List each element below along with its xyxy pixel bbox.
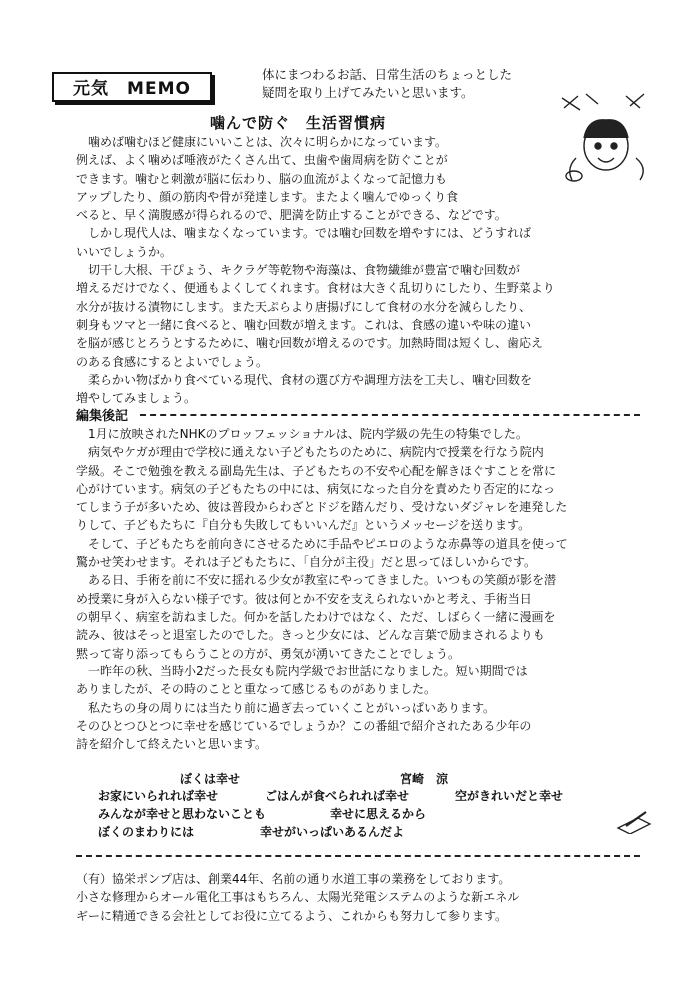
body-line: 噛めば噛むほど健康にいいことは、次々に明らかになっています。	[76, 135, 448, 149]
footer-line: （有）協栄ポンプ店は、創業44年、名前の通り水道工事の業務をしております。	[76, 872, 511, 886]
memo-label: 元気 MEMO	[73, 79, 191, 99]
editorial-body	[76, 425, 636, 663]
editorial-body-2	[76, 662, 636, 753]
editorial-heading: 編集後記	[76, 409, 129, 424]
footer-line: ギーに精通できる会社としてお役に立てるよう、これからも努力して参ります。	[76, 908, 508, 923]
section-divider	[140, 414, 640, 416]
article-body	[76, 133, 636, 407]
poem-line: 幸せがいっぱいあるんだよ	[260, 825, 405, 839]
editorial-line: 黙って寄り添ってもらうことの方が、勇気が湧いてきたことでしょう。	[76, 646, 461, 661]
editorial-line: 一昨年の秋、当時小2だった長女も院内学級でお世話になりました。短い期間では	[76, 664, 528, 678]
editorial-line: ありましたが、その時のことと重なって感じるものがありました。	[76, 682, 437, 697]
body-line: のある食感にするとよいでしょう。	[76, 354, 269, 369]
editorial-line: の朝早く、病室を訪ねました。何かを話したわけではなく、ただ、しばらく一緒に漫画を	[76, 609, 556, 624]
poem-line: お家にいられれば幸せ	[98, 789, 219, 803]
editorial-line: 心がけています。病気の子どもたちの中には、病気になった自分を責めたり否定的になっ	[76, 481, 556, 496]
editorial-line: そして、子どもたちを前向きにさせるために手品やピエロのような赤鼻等の道具を使って	[76, 536, 568, 551]
body-line: 水分が抜ける漬物にします。また天ぷらより唐揚げにして食材の水分を減らしたり、	[76, 299, 532, 314]
body-line: べると、早く満腹感が得られるので、肥満を防止することができる、などです。	[76, 208, 507, 223]
editorial-line: 読み、彼はそっと退室したのでした。きっと少女には、どんな言葉で励まされるよりも	[76, 628, 545, 643]
body-line: しかし現代人は、噛まなくなっています。では噛む回数を増やすには、どうすれば	[76, 226, 532, 241]
poem-title: ぼくは幸せ	[180, 772, 241, 786]
footer-line: 小さな修理からオール電化工事はもちろん、太陽光発電システムのような新エネル	[76, 890, 520, 905]
poem-line: ごはんが食べられれば幸せ	[265, 789, 410, 803]
intro-line: 疑問を取り上げてみたいと思います。	[262, 85, 474, 100]
poem-author: 宮崎 涼	[400, 772, 449, 786]
poem-line: みんなが幸せと思わないことも	[98, 807, 267, 821]
body-line: いいでしょうか。	[76, 244, 173, 259]
body-line: できます。噛むと刺激が脳に伝わり、脳の血流がよくなって記憶力も	[76, 171, 448, 186]
body-line: 増えるだけでなく、便通もよくしてくれます。食材は大きく乱切りにしたり、生野菜より	[76, 281, 555, 296]
body-line: アップしたり、顔の筋肉や骨が発達します。またよく噛んでゆっくり食	[76, 189, 459, 204]
editorial-line: りして、子どもたちに『自分も失敗してもいいんだ』というメッセージを送ります。	[76, 518, 531, 533]
intro-text	[262, 66, 562, 102]
editorial-line: 詩を紹介して終えたいと思います。	[76, 737, 268, 752]
memo-title-box	[52, 72, 212, 102]
editorial-line: そのひとつひとつに幸せを感じているでしょうか？この番組で紹介されたある少年の	[76, 718, 532, 733]
editorial-line: てしまう子が多いため、彼は普段からわざとドジを踏んだり、受けないダジャレを連発した	[76, 500, 568, 515]
body-line: 柔らかい物ばかり食べている現代、食材の選び方や調理方法を工夫し、噛む回数を	[76, 372, 533, 387]
editorial-line: め授業に身が入らない様子です。彼は何とか不安を支えられないかと考え、手術当日	[76, 591, 532, 606]
editorial-line: 病気やケガが理由で学校に通えない子どもたちのために、病院内で授業を行なう院内	[76, 445, 544, 460]
poem-line: ぼくのまわりには	[98, 825, 195, 839]
editorial-line: 私たちの身の周りには当たり前に過ぎ去っていくことがいっぱいあります。	[76, 700, 496, 715]
intro-line: 体にまつわるお話、日常生活のちょっとした	[262, 67, 513, 82]
body-line: 増やしてみましょう。	[76, 391, 197, 406]
body-line: 例えば、よく噛めば唾液がたくさん出て、虫歯や歯周病を防ぐことが	[76, 153, 448, 168]
editorial-line: 1月に放映されたNHKのプロッフェッショナルは、院内学級の先生の特集でした。	[76, 427, 528, 441]
body-line: を脳が感じとろうとするために、噛む回数が増えるのです。加熱時間は短くし、歯応え	[76, 336, 544, 351]
poem-line: 空がきれいだと幸せ	[455, 789, 564, 803]
editorial-line: ある日、手術を前に不安に揺れる少女が教室にやってきました。いつもの笑顔が影を潜	[76, 573, 557, 588]
body-line: 刺身もツマと一緒に食べると、噛む回数が増えます。これは、食感の違いや味の違い	[76, 317, 532, 332]
editorial-line: 驚かせ笑わせます。それは子どもたちに、「自分が主役」だと思ってほしいからです。	[76, 555, 536, 570]
body-line: 切干し大根、干ぴょう、キクラゲ等乾物や海藻は、食物繊維が豊富で噛む回数が	[76, 263, 521, 278]
company-note	[76, 870, 636, 925]
poem-line: 幸せに思えるから	[330, 807, 427, 821]
article-title: 噛んで防ぐ 生活習慣病	[210, 114, 387, 132]
editorial-line: 学級。そこで勉強を教える副島先生は、子どもたちの不安や心配を解きほぐすことを常に	[76, 463, 557, 478]
pen-paper-icon	[616, 808, 652, 834]
section-divider	[76, 855, 640, 857]
